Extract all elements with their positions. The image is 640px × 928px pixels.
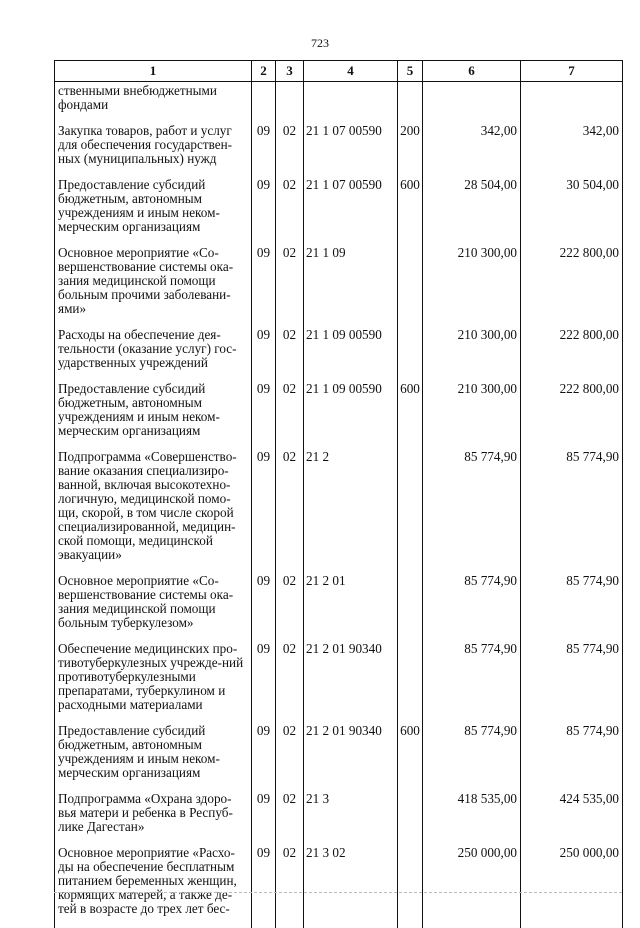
row-subsection: 02 [276, 792, 304, 846]
row-name: Основное мероприятие «Со-вершенствование системы ока-зания медицинской помощи больным прочими заболевани-ями» [55, 246, 252, 328]
row-name: Основное мероприятие «Со-вершенствование системы ока-зания медицинской помощи больным туберкулезом» [55, 574, 252, 642]
row-expense-type [398, 82, 423, 125]
row-subsection: 02 [276, 574, 304, 642]
row-name: Обеспечение медицинских про-тивотуберкулезных учрежде-ний противотуберкулезными препаратами, туберкулином и расходными материалами [55, 642, 252, 724]
row-section: 09 [252, 574, 276, 642]
row-target-code: 21 2 [304, 450, 398, 574]
row-subsection: 02 [276, 246, 304, 328]
row-amount-2: 85 774,90 [521, 724, 623, 792]
row-amount-1: 28 504,00 [423, 178, 521, 246]
row-subsection [276, 82, 304, 125]
row-target-code: 21 2 01 [304, 574, 398, 642]
row-target-code: 21 1 09 00590 [304, 382, 398, 450]
row-subsection: 02 [276, 124, 304, 178]
row-amount-2: 250 000,00 [521, 846, 623, 928]
row-name: Предоставление субсидий бюджетным, автономным учреждениям и иным неком-мерческим организациям [55, 724, 252, 792]
row-amount-1: 85 774,90 [423, 574, 521, 642]
header-col-5: 5 [398, 61, 423, 82]
row-target-code: 21 1 09 00590 [304, 328, 398, 382]
table-row [55, 124, 623, 178]
table-row [55, 724, 623, 792]
row-amount-2: 85 774,90 [521, 642, 623, 724]
row-section: 09 [252, 246, 276, 328]
page-number: 723 [311, 36, 329, 50]
row-section: 09 [252, 382, 276, 450]
row-subsection: 02 [276, 846, 304, 928]
row-name: Предоставление субсидий бюджетным, автономным учреждениям и иным неком-мерческим организациям [55, 382, 252, 450]
row-section: 09 [252, 178, 276, 246]
row-amount-2: 222 800,00 [521, 246, 623, 328]
row-expense-type [398, 328, 423, 382]
row-amount-2: 85 774,90 [521, 574, 623, 642]
row-subsection: 02 [276, 382, 304, 450]
row-name: Предоставление субсидий бюджетным, автономным учреждениям и иным неком-мерческим организациям [55, 178, 252, 246]
row-name: Закупка товаров, работ и услуг для обеспечения государствен-ных (муниципальных) нужд [55, 124, 252, 178]
header-col-4: 4 [304, 61, 398, 82]
row-amount-1: 250 000,00 [423, 846, 521, 928]
row-amount-2: 222 800,00 [521, 382, 623, 450]
row-expense-type [398, 574, 423, 642]
header-col-3: 3 [276, 61, 304, 82]
row-section: 09 [252, 642, 276, 724]
table-row [55, 246, 623, 328]
row-section: 09 [252, 724, 276, 792]
header-col-6: 6 [423, 61, 521, 82]
row-expense-type: 600 [398, 724, 423, 792]
row-amount-1: 85 774,90 [423, 642, 521, 724]
row-amount-1: 210 300,00 [423, 328, 521, 382]
scan-edge-divider [54, 892, 622, 893]
row-amount-2: 424 535,00 [521, 792, 623, 846]
table-row [55, 846, 623, 928]
row-section: 09 [252, 328, 276, 382]
row-section: 09 [252, 792, 276, 846]
row-subsection: 02 [276, 328, 304, 382]
row-expense-type [398, 792, 423, 846]
row-section: 09 [252, 124, 276, 178]
row-section: 09 [252, 846, 276, 928]
row-subsection: 02 [276, 724, 304, 792]
row-name: Расходы на обеспечение дея-тельности (оказание услуг) гос-ударственных учреждений [55, 328, 252, 382]
row-section [252, 82, 276, 125]
table-row [55, 328, 623, 382]
row-subsection: 02 [276, 642, 304, 724]
row-name: Основное мероприятие «Расхо-ды на обеспечение бесплатным питанием беременных женщин, кормящих матерей, а также де-тей в возрасте до трех лет бес- [55, 846, 252, 928]
header-col-1: 1 [55, 61, 252, 82]
row-target-code: 21 3 02 [304, 846, 398, 928]
table-row [55, 382, 623, 450]
table-row [55, 82, 623, 125]
header-col-7: 7 [521, 61, 623, 82]
table-row [55, 574, 623, 642]
row-amount-2 [521, 82, 623, 125]
row-expense-type: 600 [398, 382, 423, 450]
row-name: Подпрограмма «Совершенство-вание оказания специализиро-ванной, включая высокотехно-логичную, медицинской помо-щи, скорой, в том числе скорой специализированной, медицин-ской помощи, медицинской эвакуации» [55, 450, 252, 574]
row-expense-type [398, 642, 423, 724]
row-amount-1: 85 774,90 [423, 724, 521, 792]
row-amount-1: 210 300,00 [423, 246, 521, 328]
table-row [55, 642, 623, 724]
row-target-code: 21 1 07 00590 [304, 124, 398, 178]
row-amount-2: 342,00 [521, 124, 623, 178]
row-target-code [304, 82, 398, 125]
row-amount-2: 85 774,90 [521, 450, 623, 574]
row-expense-type: 600 [398, 178, 423, 246]
row-name: Подпрограмма «Охрана здоро-вья матери и ребенка в Респуб-лике Дагестан» [55, 792, 252, 846]
row-expense-type [398, 450, 423, 574]
row-target-code: 21 1 09 [304, 246, 398, 328]
table-row [55, 792, 623, 846]
row-amount-1 [423, 82, 521, 125]
row-amount-1: 418 535,00 [423, 792, 521, 846]
row-target-code: 21 2 01 90340 [304, 724, 398, 792]
row-section: 09 [252, 450, 276, 574]
row-amount-2: 222 800,00 [521, 328, 623, 382]
row-expense-type [398, 246, 423, 328]
row-amount-1: 85 774,90 [423, 450, 521, 574]
row-amount-1: 210 300,00 [423, 382, 521, 450]
row-target-code: 21 1 07 00590 [304, 178, 398, 246]
budget-table [54, 60, 623, 928]
row-amount-2: 30 504,00 [521, 178, 623, 246]
row-target-code: 21 2 01 90340 [304, 642, 398, 724]
table-row [55, 178, 623, 246]
row-amount-1: 342,00 [423, 124, 521, 178]
row-target-code: 21 3 [304, 792, 398, 846]
row-subsection: 02 [276, 450, 304, 574]
header-col-2: 2 [252, 61, 276, 82]
table-row [55, 450, 623, 574]
row-expense-type [398, 846, 423, 928]
header-row [55, 61, 623, 82]
row-expense-type: 200 [398, 124, 423, 178]
row-name: ственными внебюджетными фондами [55, 82, 252, 125]
row-subsection: 02 [276, 178, 304, 246]
